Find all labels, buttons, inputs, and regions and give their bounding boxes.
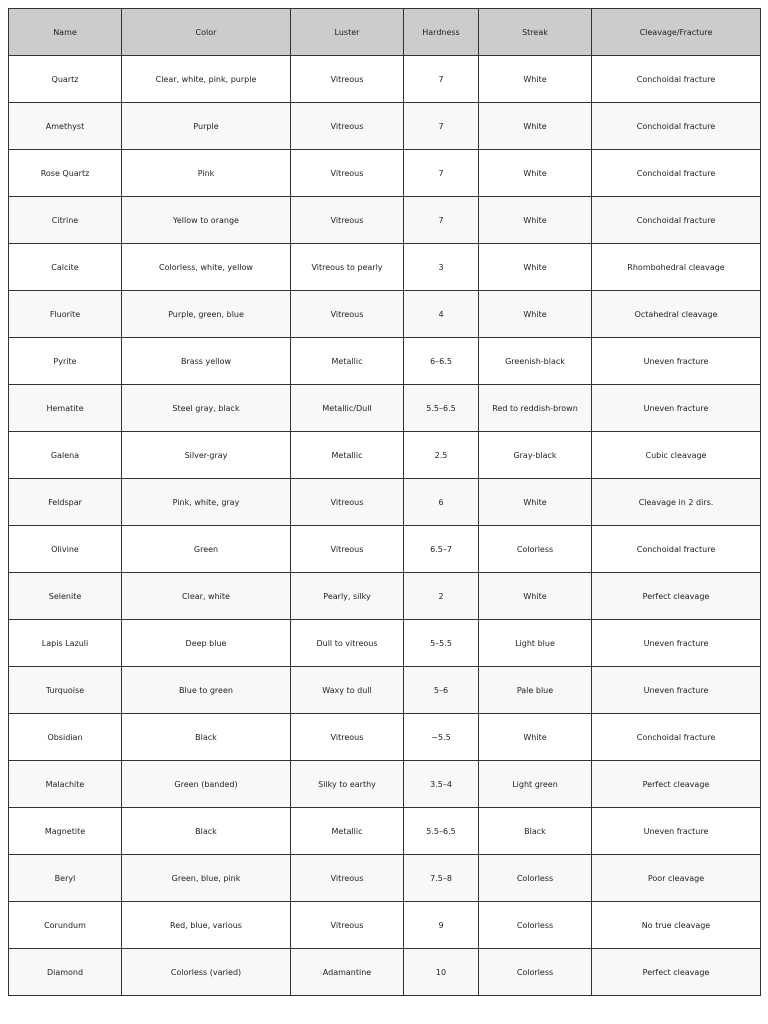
table-row [9,197,761,244]
cell-streak: Colorless [479,855,592,902]
cell-name: Feldspar [9,479,122,526]
cell-streak: White [479,714,592,761]
cell-color: Steel gray, black [122,385,291,432]
cell-color: Brass yellow [122,338,291,385]
cell-luster: Metallic [291,808,404,855]
cell-luster: Dull to vitreous [291,620,404,667]
cell-cleavage-fracture: Octahedral cleavage [592,291,761,338]
table-row [9,620,761,667]
table-header [9,9,761,56]
cell-streak: Colorless [479,526,592,573]
table-row [9,338,761,385]
cell-name: Rose Quartz [9,150,122,197]
cell-luster: Vitreous [291,526,404,573]
cell-cleavage-fracture: Conchoidal fracture [592,714,761,761]
cell-cleavage-fracture: Uneven fracture [592,808,761,855]
cell-cleavage-fracture: Perfect cleavage [592,761,761,808]
table-row [9,479,761,526]
cell-hardness: 5.5–6.5 [404,385,479,432]
cell-streak: Pale blue [479,667,592,714]
cell-name: Beryl [9,855,122,902]
cell-hardness: 10 [404,949,479,996]
cell-streak: Light green [479,761,592,808]
table-row [9,902,761,949]
cell-color: Colorless, white, yellow [122,244,291,291]
cell-name: Fluorite [9,291,122,338]
cell-name: Galena [9,432,122,479]
cell-streak: Red to reddish-brown [479,385,592,432]
cell-hardness: 3 [404,244,479,291]
table-row [9,761,761,808]
cell-name: Olivine [9,526,122,573]
cell-hardness: 7 [404,150,479,197]
cell-name: Lapis Lazuli [9,620,122,667]
header-streak: Streak [479,9,592,56]
cell-hardness: 7 [404,103,479,150]
cell-cleavage-fracture: Uneven fracture [592,385,761,432]
cell-streak: White [479,103,592,150]
cell-hardness: 5.5–6.5 [404,808,479,855]
cell-name: Malachite [9,761,122,808]
cell-hardness: 4 [404,291,479,338]
table-row [9,103,761,150]
cell-color: Black [122,714,291,761]
cell-hardness: 7 [404,56,479,103]
cell-hardness: 6 [404,479,479,526]
mineral-table-container [8,8,760,996]
cell-streak: White [479,479,592,526]
cell-streak: Colorless [479,949,592,996]
table-row [9,573,761,620]
cell-cleavage-fracture: Conchoidal fracture [592,526,761,573]
header-hardness: Hardness [404,9,479,56]
cell-name: Turquoise [9,667,122,714]
table-row [9,244,761,291]
cell-luster: Vitreous [291,855,404,902]
cell-hardness: ~5.5 [404,714,479,761]
cell-luster: Vitreous [291,479,404,526]
cell-luster: Vitreous [291,150,404,197]
cell-streak: Greenish-black [479,338,592,385]
cell-streak: White [479,197,592,244]
cell-cleavage-fracture: Cleavage in 2 dirs. [592,479,761,526]
cell-cleavage-fracture: Uneven fracture [592,338,761,385]
cell-color: Silver-gray [122,432,291,479]
cell-cleavage-fracture: Conchoidal fracture [592,150,761,197]
table-row [9,667,761,714]
cell-color: Green, blue, pink [122,855,291,902]
cell-cleavage-fracture: Rhombohedral cleavage [592,244,761,291]
cell-luster: Vitreous [291,714,404,761]
cell-luster: Metallic [291,338,404,385]
header-cleavage-fracture: Cleavage/Fracture [592,9,761,56]
cell-hardness: 2 [404,573,479,620]
cell-hardness: 7.5–8 [404,855,479,902]
cell-color: Yellow to orange [122,197,291,244]
header-luster: Luster [291,9,404,56]
cell-name: Calcite [9,244,122,291]
table-row [9,949,761,996]
table-row [9,526,761,573]
cell-color: Black [122,808,291,855]
cell-name: Amethyst [9,103,122,150]
cell-cleavage-fracture: Conchoidal fracture [592,56,761,103]
cell-luster: Pearly, silky [291,573,404,620]
cell-name: Hematite [9,385,122,432]
cell-streak: White [479,573,592,620]
cell-luster: Metallic/Dull [291,385,404,432]
cell-luster: Vitreous to pearly [291,244,404,291]
cell-cleavage-fracture: Perfect cleavage [592,949,761,996]
cell-streak: Black [479,808,592,855]
table-row [9,385,761,432]
table-row [9,291,761,338]
cell-cleavage-fracture: Cubic cleavage [592,432,761,479]
cell-color: Clear, white, pink, purple [122,56,291,103]
cell-cleavage-fracture: Poor cleavage [592,855,761,902]
cell-name: Diamond [9,949,122,996]
cell-streak: Gray-black [479,432,592,479]
cell-cleavage-fracture: Uneven fracture [592,620,761,667]
cell-color: Colorless (varied) [122,949,291,996]
cell-cleavage-fracture: Perfect cleavage [592,573,761,620]
cell-name: Obsidian [9,714,122,761]
table-row [9,808,761,855]
mineral-properties-table [8,8,761,996]
cell-color: Clear, white [122,573,291,620]
cell-streak: White [479,56,592,103]
cell-color: Red, blue, various [122,902,291,949]
cell-luster: Adamantine [291,949,404,996]
cell-hardness: 3.5–4 [404,761,479,808]
cell-streak: Light blue [479,620,592,667]
cell-color: Deep blue [122,620,291,667]
cell-hardness: 6–6.5 [404,338,479,385]
table-row [9,432,761,479]
table-row [9,150,761,197]
cell-luster: Vitreous [291,291,404,338]
cell-luster: Vitreous [291,197,404,244]
cell-hardness: 6.5–7 [404,526,479,573]
cell-color: Pink [122,150,291,197]
cell-name: Pyrite [9,338,122,385]
cell-name: Magnetite [9,808,122,855]
cell-name: Selenite [9,573,122,620]
table-body [9,56,761,996]
cell-name: Corundum [9,902,122,949]
cell-cleavage-fracture: No true cleavage [592,902,761,949]
cell-streak: Colorless [479,902,592,949]
cell-name: Quartz [9,56,122,103]
cell-hardness: 5–6 [404,667,479,714]
cell-cleavage-fracture: Conchoidal fracture [592,197,761,244]
cell-color: Purple [122,103,291,150]
cell-name: Citrine [9,197,122,244]
cell-luster: Silky to earthy [291,761,404,808]
cell-streak: White [479,244,592,291]
cell-color: Purple, green, blue [122,291,291,338]
cell-color: Green [122,526,291,573]
header-color: Color [122,9,291,56]
cell-color: Blue to green [122,667,291,714]
cell-luster: Vitreous [291,56,404,103]
cell-color: Green (banded) [122,761,291,808]
cell-hardness: 5–5.5 [404,620,479,667]
cell-cleavage-fracture: Uneven fracture [592,667,761,714]
cell-luster: Metallic [291,432,404,479]
cell-luster: Waxy to dull [291,667,404,714]
table-row [9,855,761,902]
cell-hardness: 9 [404,902,479,949]
cell-cleavage-fracture: Conchoidal fracture [592,103,761,150]
header-row [9,9,761,56]
cell-luster: Vitreous [291,902,404,949]
header-name: Name [9,9,122,56]
table-row [9,714,761,761]
cell-color: Pink, white, gray [122,479,291,526]
table-row [9,56,761,103]
cell-hardness: 7 [404,197,479,244]
cell-streak: White [479,150,592,197]
cell-hardness: 2.5 [404,432,479,479]
cell-luster: Vitreous [291,103,404,150]
cell-streak: White [479,291,592,338]
